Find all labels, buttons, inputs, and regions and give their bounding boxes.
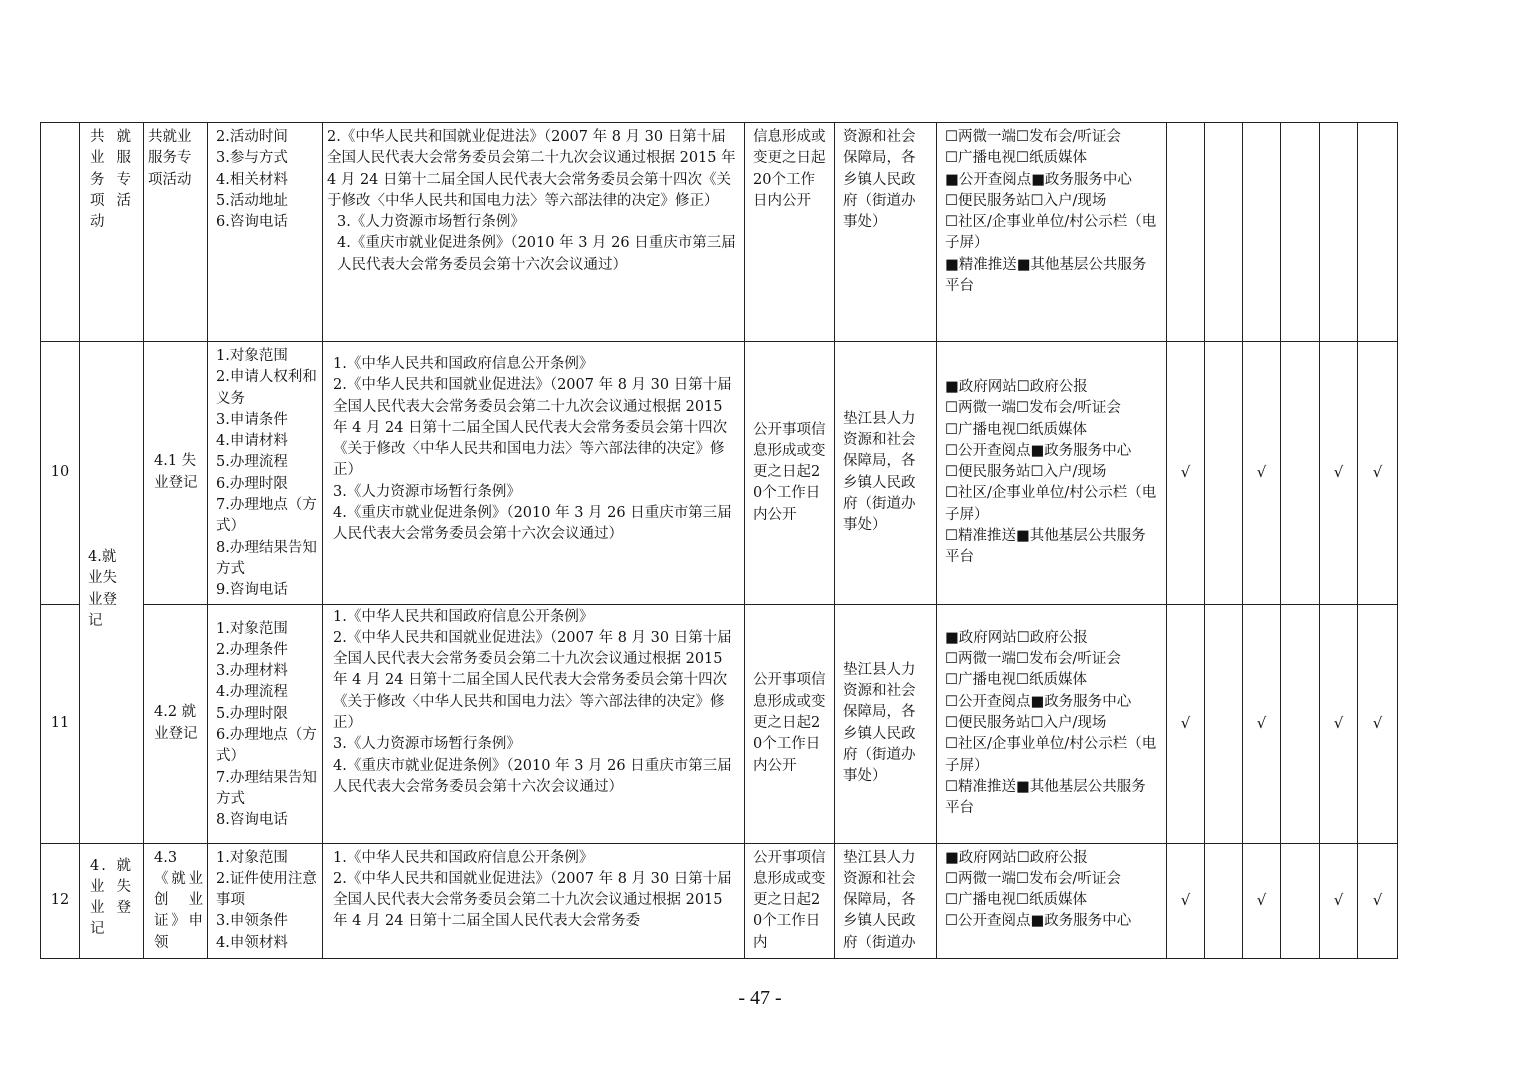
- content-item: 5.活动地址: [216, 192, 288, 209]
- item-text: 共就业服务专项活动: [148, 129, 192, 188]
- subject-text: 资源和社会保障局，各乡镇人民政府（街道办事处）: [843, 129, 916, 231]
- subject-cell: [835, 604, 937, 843]
- content-item: 9.咨询电话: [216, 582, 288, 599]
- basis-cell: [323, 843, 745, 958]
- contents-cell: [208, 342, 323, 605]
- content-item: 4.申领材料: [216, 934, 288, 951]
- content-item: 1.对象范围: [216, 849, 288, 866]
- basis-item: 4.《重庆市就业促进条例》（2010 年 3 月 26 日重庆市第三届人民代表大会常务委员会第十六次会议通过）: [333, 757, 732, 795]
- basis-cell: [323, 604, 745, 843]
- contents-cell: [208, 604, 323, 843]
- content-item: 5.办理时限: [216, 705, 288, 722]
- item-cell: [144, 843, 208, 958]
- channels-cell: [937, 342, 1167, 605]
- category-cell: [80, 342, 144, 844]
- basis-item: 3.《人力资源市场暂行条例》: [333, 736, 521, 753]
- channel-option: ☐广播电视☐纸质媒体: [945, 150, 1087, 167]
- channel-option: ☐广播电视☐纸质媒体: [945, 672, 1087, 689]
- check-mark: [1205, 342, 1243, 605]
- table-row: [41, 342, 1398, 605]
- channels-cell: [937, 843, 1167, 958]
- channel-option: ☐两微一端☐发布会/听证会: [945, 129, 1121, 145]
- content-item: 2.申请人权利和义务: [216, 369, 317, 407]
- subject-text: 垫江县人力资源和社会保障局，各乡镇人民政府（街道办事处）: [843, 410, 916, 534]
- channel-option: ■政府网站☐政府公报: [945, 629, 1088, 646]
- category-text: 共就业服务专项活动: [90, 129, 133, 231]
- time-limit-text: 公开事项信息形成或变更之日起20个工作日内: [753, 849, 826, 951]
- check-mark: [1205, 843, 1243, 958]
- channel-option: ☐公开查阅点■政务服务中心: [945, 913, 1132, 930]
- content-item: 6.办理地点（方式）: [216, 727, 317, 765]
- check-mark: √: [1243, 342, 1281, 605]
- basis-item: 4.《重庆市就业促进条例》（2010 年 3 月 26 日重庆市第三届人民代表大会常务委员会第十六次会议通过）: [333, 505, 732, 543]
- channel-option: ■政府网站☐政府公报: [945, 849, 1088, 866]
- content-item: 2.活动时间: [216, 129, 288, 145]
- row-number: 11: [41, 604, 80, 843]
- channel-option: ■精准推送■其他基层公共服务平台: [945, 256, 1147, 295]
- check-mark: [1205, 123, 1243, 342]
- item-cell: [144, 123, 208, 342]
- channel-option: ☐精准推送■其他基层公共服务平台: [945, 528, 1146, 566]
- check-mark: [1281, 342, 1320, 605]
- subject-cell: [835, 342, 937, 605]
- item-text: 4.1 失业登记: [154, 453, 198, 491]
- contents-cell: [208, 843, 323, 958]
- check-mark: √: [1358, 342, 1398, 605]
- content-item: 7.办理结果告知方式: [216, 769, 317, 807]
- time-limit-cell: [745, 123, 835, 342]
- page-number: - 47 -: [738, 987, 782, 1009]
- check-mark: √: [1320, 604, 1358, 843]
- channel-option: ☐社区/企事业单位/村公示栏（电子屏）: [945, 214, 1157, 252]
- content-item: 4.申请材料: [216, 433, 288, 450]
- check-mark: [1243, 123, 1281, 342]
- channel-option: ☐社区/企事业单位/村公示栏（电子屏）: [945, 736, 1157, 774]
- subject-text: 垫江县人力资源和社会保障局，各乡镇人民政府（街道办事处）: [843, 661, 916, 785]
- item-text: 4.3 《就业创业证》申领: [154, 849, 203, 951]
- category-cell: [80, 123, 144, 342]
- table-row: [41, 604, 1398, 843]
- check-mark: √: [1320, 342, 1358, 605]
- check-mark: √: [1167, 604, 1205, 843]
- channels-cell: [937, 604, 1167, 843]
- channel-option: ☐广播电视☐纸质媒体: [945, 892, 1087, 909]
- check-mark: [1167, 123, 1205, 342]
- category-text: 4. 就业失业登记: [90, 857, 133, 938]
- channel-option: ☐便民服务站☐入户/现场: [945, 192, 1107, 209]
- table-row: [41, 843, 1398, 958]
- content-item: 6.办理时限: [216, 475, 288, 492]
- check-mark: [1358, 123, 1398, 342]
- content-item: 1.对象范围: [216, 348, 288, 364]
- content-item: 3.办理材料: [216, 663, 288, 680]
- contents-cell: [208, 123, 323, 342]
- check-mark: √: [1243, 843, 1281, 958]
- channel-option: ☐两微一端☐发布会/听证会: [945, 870, 1121, 887]
- content-item: 1.对象范围: [216, 620, 288, 637]
- channel-option: ■政府网站☐政府公报: [945, 378, 1088, 395]
- row-number: 10: [41, 342, 80, 605]
- content-item: 2.证件使用注意事项: [216, 870, 317, 909]
- subject-cell: [835, 843, 937, 958]
- check-mark: √: [1358, 604, 1398, 843]
- item-cell: [144, 604, 208, 843]
- channel-option: ☐便民服务站☐入户/现场: [945, 464, 1107, 481]
- item-text: 4.2 就业登记: [154, 704, 198, 742]
- check-mark: √: [1358, 843, 1398, 958]
- category-text: 4.就业失业登记: [88, 549, 117, 629]
- channel-option: ☐两微一端☐发布会/听证会: [945, 651, 1121, 668]
- basis-item: 1.《中华人民共和国政府信息公开条例》: [333, 356, 594, 372]
- channels-cell: [937, 123, 1167, 342]
- basis-item: 4.《重庆市就业促进条例》（2010 年 3 月 26 日重庆市第三届人民代表大会常务委员会第十六次会议通过）: [337, 235, 736, 273]
- row-number: 12: [41, 843, 80, 958]
- basis-item: 3.《人力资源市场暂行条例》: [333, 483, 521, 500]
- disclosure-table: [40, 122, 1398, 959]
- time-limit-cell: [745, 843, 835, 958]
- channel-option: ☐便民服务站☐入户/现场: [945, 714, 1107, 731]
- channel-option: ■公开查阅点■政务服务中心: [945, 171, 1132, 188]
- check-mark: [1281, 604, 1320, 843]
- content-item: 3.申请条件: [216, 411, 288, 428]
- check-mark: [1281, 843, 1320, 958]
- content-item: 4.办理流程: [216, 684, 288, 701]
- check-mark: [1205, 604, 1243, 843]
- content-item: 3.申领条件: [216, 913, 288, 930]
- time-limit-text: 信息形成或变更之日起20个工作日内公开: [753, 129, 826, 209]
- time-limit-cell: [745, 342, 835, 605]
- category-cell: [80, 843, 144, 958]
- content-item: 8.咨询电话: [216, 812, 288, 829]
- check-mark: √: [1167, 843, 1205, 958]
- basis-item: 1.《中华人民共和国政府信息公开条例》: [333, 849, 594, 866]
- content-item: 6.咨询电话: [216, 214, 288, 231]
- channel-option: ☐两微一端☐发布会/听证会: [945, 400, 1121, 417]
- content-item: 5.办理流程: [216, 454, 288, 471]
- content-item: 3.参与方式: [216, 150, 288, 167]
- basis-item: 2.《中华人民共和国就业促进法》（2007 年 8 月 30 日第十届全国人民代表大会常务委员会第二十九次会议通过根据 2015 年 4 月 24 日第十二届全国人民代表大会常务委: [333, 870, 732, 930]
- basis-item: 3.《人力资源市场暂行条例》: [337, 214, 525, 231]
- basis-item: 1.《中华人民共和国政府信息公开条例》: [333, 608, 594, 625]
- channel-option: ☐广播电视☐纸质媒体: [945, 421, 1087, 438]
- basis-item: 2.《中华人民共和国就业促进法》（2007 年 8 月 30 日第十届全国人民代表大会常务委员会第二十九次会议通过根据 2015 年 4 月 24 日第十二届全国人民代表大会常务委员会第十四次《关于修改〈中华人民共和国电力法〉等六部法律的决定》修正）: [333, 377, 732, 479]
- check-mark: √: [1320, 843, 1358, 958]
- check-mark: [1320, 123, 1358, 342]
- channel-option: ☐公开查阅点■政务服务中心: [945, 442, 1132, 459]
- subject-cell: [835, 123, 937, 342]
- channel-option: ☐精准推送■其他基层公共服务平台: [945, 778, 1146, 817]
- content-item: 4.相关材料: [216, 171, 288, 188]
- time-limit-cell: [745, 604, 835, 843]
- time-limit-text: 公开事项信息形成或变更之日起20个工作日内公开: [753, 672, 826, 774]
- check-mark: √: [1243, 604, 1281, 843]
- channel-option: ☐社区/企事业单位/村公示栏（电子屏）: [945, 485, 1157, 523]
- channel-option: ☐公开查阅点■政务服务中心: [945, 693, 1132, 710]
- row-number: [41, 123, 80, 342]
- basis-item: 2.《中华人民共和国就业促进法》（2007 年 8 月 30 日第十届全国人民代表大会常务委员会第二十九次会议通过根据 2015 年 4 月 24 日第十二届全国人民代表大会常务委员会第十四次《关于修改〈中华人民共和国电力法〉等六部法律的决定》修正）: [333, 629, 732, 732]
- time-limit-text: 公开事项信息形成或变更之日起20个工作日内公开: [753, 421, 826, 523]
- basis-cell: [323, 342, 745, 605]
- content-item: 2.办理条件: [216, 641, 288, 658]
- table-row: [41, 123, 1398, 342]
- basis-item: 2.《中华人民共和国就业促进法》（2007 年 8 月 30 日第十届全国人民代表大会常务委员会第二十九次会议通过根据 2015 年 4 月 24 日第十二届全国人民代表大会常务委员会第十四次《关于修改〈中华人民共和国电力法〉等六部法律的决定》修正）: [327, 129, 736, 209]
- check-mark: √: [1167, 342, 1205, 605]
- item-cell: [144, 342, 208, 605]
- content-item: 8.办理结果告知方式: [216, 539, 317, 577]
- content-item: 7.办理地点（方式）: [216, 497, 317, 535]
- subject-text: 垫江县人力资源和社会保障局，各乡镇人民政府（街道办: [843, 849, 916, 951]
- basis-cell: [323, 123, 745, 342]
- check-mark: [1281, 123, 1320, 342]
